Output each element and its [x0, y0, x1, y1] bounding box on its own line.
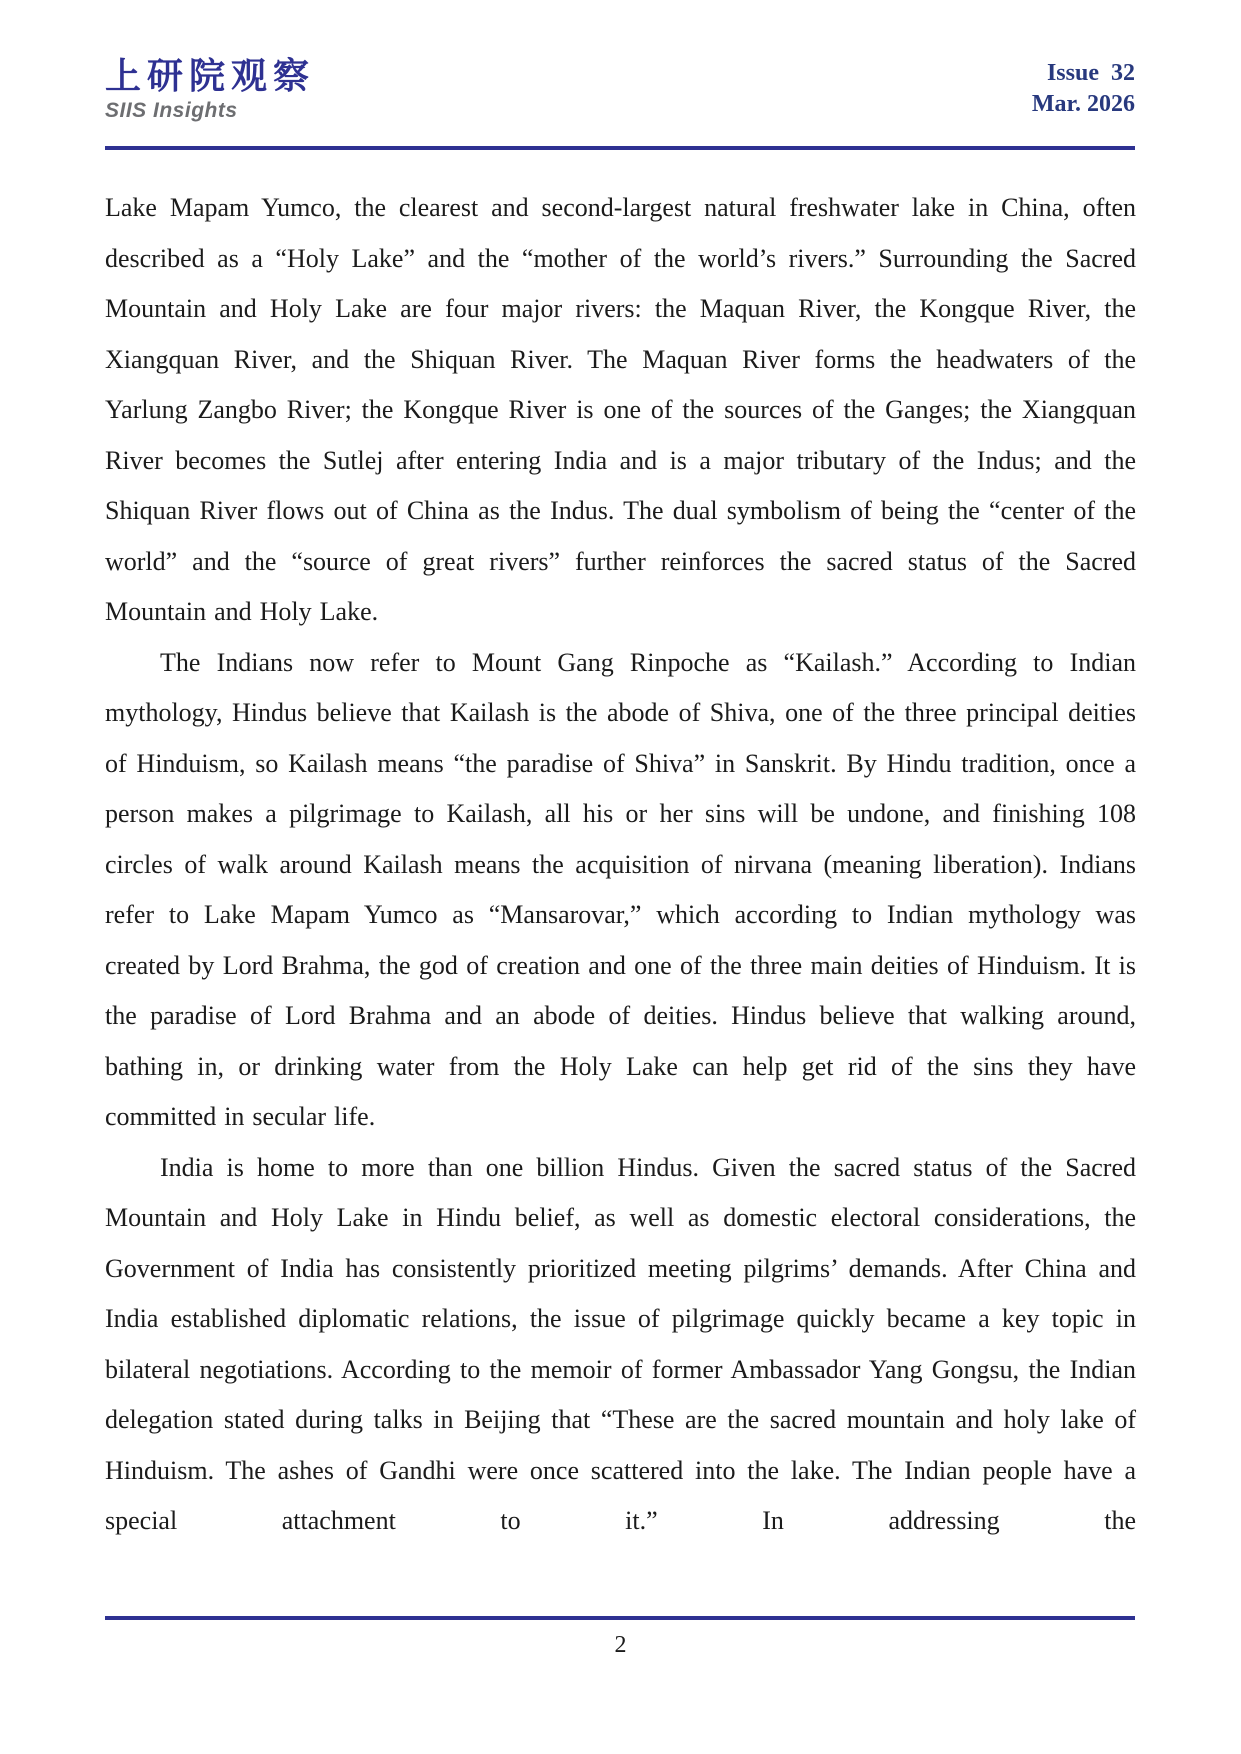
header-divider: [105, 146, 1135, 150]
footer-divider: [105, 1616, 1135, 1620]
page-header: [105, 56, 1135, 124]
page-number: 2: [614, 1632, 627, 1658]
paragraph-1: Lake Mapam Yumco, the clearest and second-largest natural freshwater lake in China, often described as a “Holy Lake” and the “mother of the world’s rivers.” Surrounding the Sacred Mountain and Holy Lake are four major rivers: the Maquan River, the Kongque River, the Xiangquan River, and the Shiquan River. The Maquan River forms the headwaters of the Yarlung Zangbo River; the Kongque River is one of the sources of the Ganges; the Xiangquan River becomes the Sutlej after entering India and is a major tributary of the Indus; and the Shiquan River flows out of China as the Indus. The dual symbolism of being the “center of the world” and the “source of great rivers” further reinforces the sacred status of the Sacred Mountain and Holy Lake.: [105, 193, 1136, 626]
paragraph-2: The Indians now refer to Mount Gang Rinpoche as “Kailash.” According to Indian mythology, Hindus believe that Kailash is the abode of Shiva, one of the three principal deities of Hinduism, so Kailash means “the paradise of Shiva” in Sanskrit. By Hindu tradition, once a person makes a pilgrimage to Kailash, all his or her sins will be undone, and finishing 108 circles of walk around Kailash means the acquisition of nirvana (meaning liberation). Indians refer to Lake Mapam Yumco as “Mansarovar,” which according to Indian mythology was created by Lord Brahma, the god of creation and one of the three main deities of Hinduism. It is the paradise of Lord Brahma and an abode of deities. Hindus believe that walking around, bathing in, or drinking water from the Holy Lake can help get rid of the sins they have committed in secular life.: [105, 647, 1136, 1131]
logo-english-subtitle: SIIS Insights: [105, 99, 238, 122]
page-body: [105, 183, 1136, 1547]
issue-info: [1032, 58, 1135, 120]
issue-number: Issue 32: [1046, 60, 1135, 86]
logo-chinese-title: 上研院观察: [105, 55, 316, 97]
publication-logo: [105, 56, 315, 124]
paragraph-3: India is home to more than one billion Hindus. Given the sacred status of the Sacred Mountain and Holy Lake in Hindu belief, as well as domestic electoral considerations, the Government of India has consistently prioritized meeting pilgrims’ demands. After China and India established diplomatic relations, the issue of pilgrimage quickly became a key topic in bilateral negotiations. According to the memoir of former Ambassador Yang Gongsu, the Indian delegation stated during talks in Beijing that “These are the sacred mountain and holy lake of Hinduism. The ashes of Gandhi were once scattered into the lake. The Indian people have a special attachment to it.” In addressing the: [105, 1152, 1136, 1535]
issue-date: Mar. 2026: [1031, 91, 1135, 117]
